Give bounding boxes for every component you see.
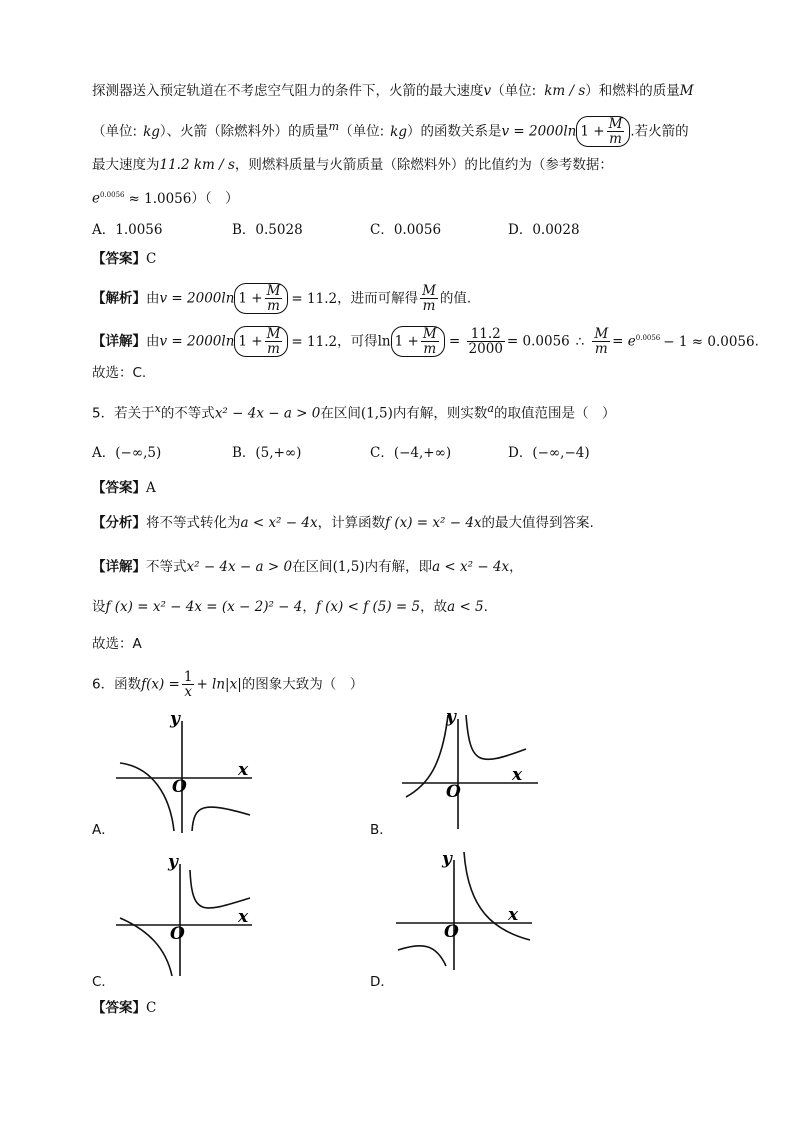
graph-a <box>112 705 262 835</box>
graph-b <box>398 705 548 835</box>
q4-option-a: A．1.0056 <box>92 222 163 238</box>
graph-b-label: B． <box>370 822 393 838</box>
q4-option-b: B．0.5028 <box>232 222 303 238</box>
q5-stem: 5．若关于$^x$的不等式x² − 4x − a > 0在区间(1,5)内有解，则实数$^a$的取值范围是（ ） <box>92 402 616 422</box>
q4-option-d: D．0.0028 <box>508 222 580 238</box>
q4-line-1: 探测器送入预定轨道在不考虑空气阻力的条件下，火箭的最大速度v（单位: km / s）和燃料的质量M <box>92 83 694 99</box>
graph-d-left-branch <box>398 946 446 966</box>
q4-line-2: （单位: kg）、火箭（除燃料外）的质量$^m$（单位: kg）的函数关系是v = 2000ln 1 + $\frac{M}{m}$ .若火箭的 <box>92 116 689 147</box>
q4-line-4: $e^{0.0056} \approx 1.0056$）（ ） <box>92 190 239 207</box>
q5-option-b: B．(5,+∞) <box>232 445 302 461</box>
graph-a-y-label: y <box>170 709 180 729</box>
graph-d-origin: O <box>444 922 459 942</box>
graph-c <box>112 848 262 978</box>
q4-analysis: 【解析】由v = 2000ln 1 + $\frac{M}{m}$ = 11.2，进而可解得 $\frac{M}{m}$ 的值. <box>92 283 472 314</box>
graph-a-label: A． <box>92 822 115 838</box>
q4-detail: 【详解】由v = 2000ln 1 + $\frac{M}{m}$ = 11.2，可得ln 1 + $\frac{M}{m}$ = $\frac{11.2}{2000}$ = 0.0056 ∴ $\frac{M}{m}$ = $e^{0.0056} - 1 \approx 0.0056$. <box>92 326 759 357</box>
graph-c-left-branch <box>120 918 172 976</box>
q4-option-c: C．0.0056 <box>370 222 442 238</box>
graph-b-origin: O <box>446 782 461 802</box>
q4-choose: 故选：C. <box>92 365 147 381</box>
q5-analysis: 【分析】将不等式转化为a < x² − 4x，计算函数f (x) = x² − 4x的最大值得到答案. <box>92 515 594 531</box>
graph-c-right-branch <box>190 870 250 908</box>
q5-detail: 【详解】不等式x² − 4x − a > 0在区间(1,5)内有解，即a < x² − 4x， <box>92 559 523 575</box>
q5-choose: 故选：A <box>92 636 142 652</box>
graph-a-right-branch <box>192 807 250 831</box>
graph-c-origin: O <box>170 924 185 944</box>
graph-b-right-branch <box>466 715 526 759</box>
q4-line-3: 最大速度为11.2 km / s，则燃料质量与火箭质量（除燃料外）的比值约为（参考数据： <box>92 157 613 173</box>
graph-b-x-label: x <box>512 765 523 785</box>
graph-c-y-label: y <box>168 852 178 872</box>
graph-a-origin: O <box>172 777 187 797</box>
graph-c-x-label: x <box>238 907 249 927</box>
graph-d <box>392 848 542 978</box>
graph-b-left-branch <box>406 715 448 797</box>
q5-detail-2: 设f (x) = x² − 4x = (x − 2)² − 4，f (x) < f (5) = 5，故a < 5. <box>92 599 488 615</box>
q5-answer: 【答案】A <box>92 480 156 496</box>
graph-a-left-branch <box>120 763 174 831</box>
q5-option-c: C．(−4,+∞) <box>370 445 452 461</box>
q5-option-d: D．(−∞,−4) <box>508 445 590 461</box>
graph-c-label: C． <box>92 974 115 990</box>
graph-a-x-label: x <box>238 760 249 780</box>
q5-option-a: A．(−∞,5) <box>92 445 162 461</box>
q6-stem: 6．函数f(x) = $\frac{1}{x}$ + ln|x|的图象大致为（ ） <box>92 669 364 700</box>
graph-d-y-label: y <box>442 849 452 869</box>
graph-d-label: D． <box>370 974 394 990</box>
graph-b-y-label: y <box>446 707 456 727</box>
graph-d-x-label: x <box>508 905 519 925</box>
q6-answer: 【答案】C <box>92 1000 157 1016</box>
q4-answer: 【答案】C <box>92 251 157 267</box>
graph-d-right-branch <box>464 852 530 940</box>
